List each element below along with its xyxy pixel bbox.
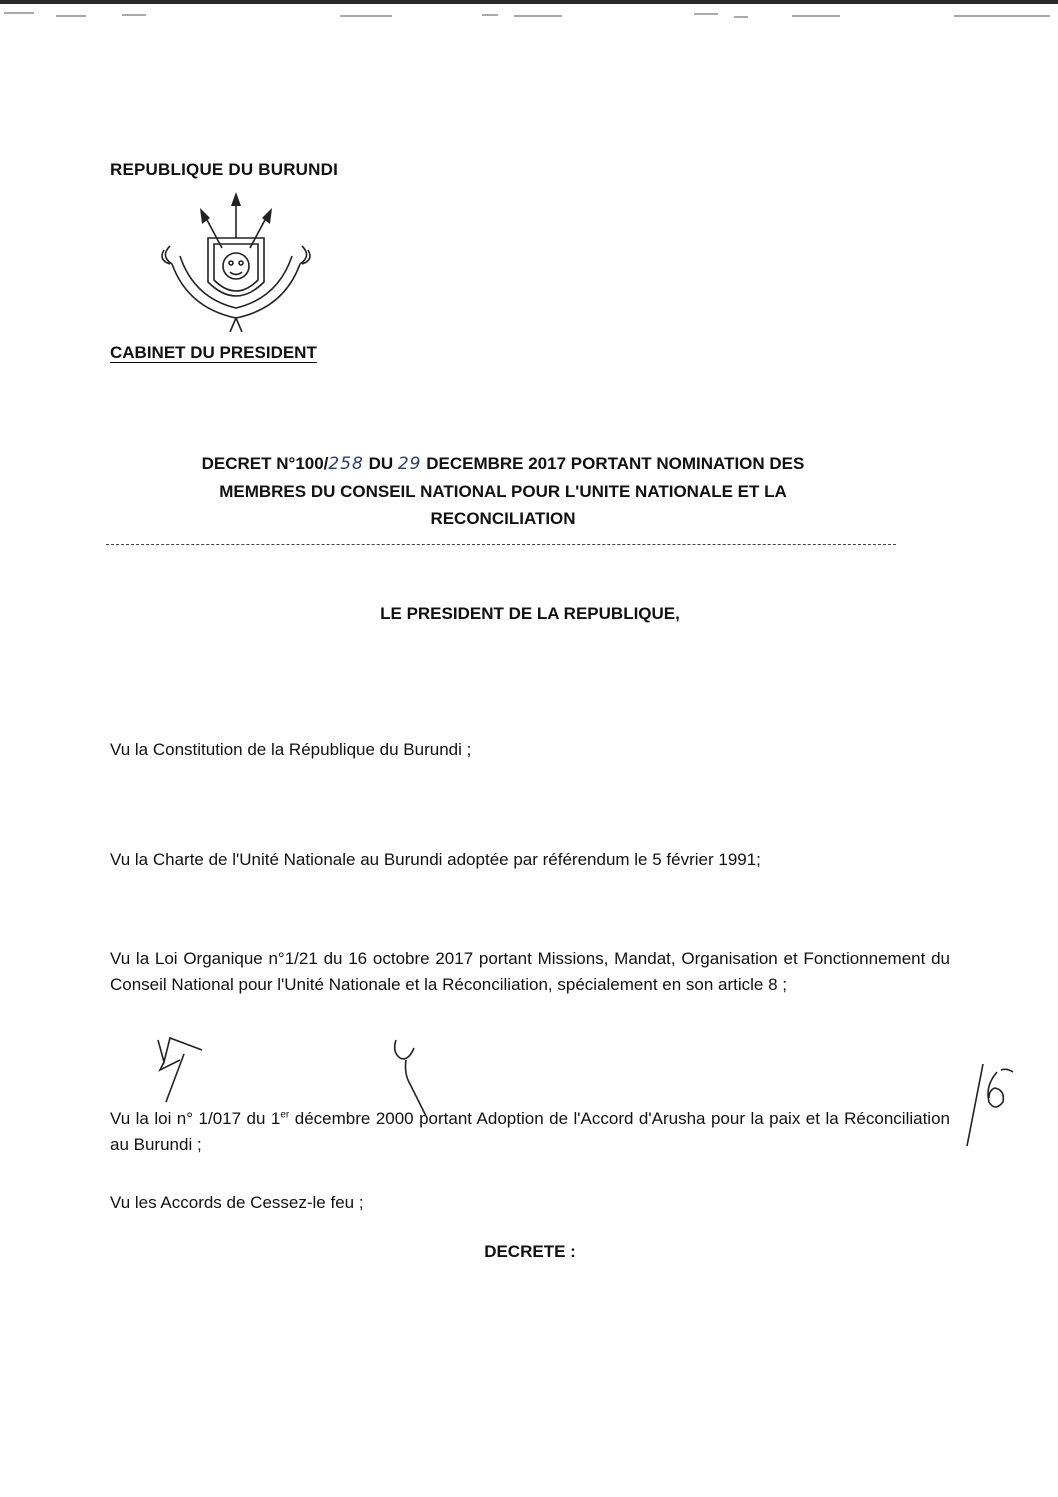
handwritten-page-number (945, 1050, 1025, 1150)
burundi-coat-of-arms (150, 190, 320, 338)
decree-title (110, 450, 896, 532)
cabinet-title: CABINET DU PRESIDENT (110, 343, 317, 362)
handwritten-initial-n (150, 1030, 210, 1110)
decree-line2: MEMBRES DU CONSEIL NATIONAL POUR L'UNITE NATIONALE ET LA (219, 482, 787, 501)
title-divider (106, 544, 896, 545)
consideration-organic-law: Vu la Loi Organique n°1/21 du 16 octobre 2017 portant Missions, Mandat, Organisation et Fonctionnement du Conseil National pour l'Unité Nationale et la Réconciliation, spécialement en son article 8 ; (110, 949, 950, 994)
scan-artifacts (0, 6, 1058, 20)
consideration-charter: Vu la Charte de l'Unité Nationale au Burundi adoptée par référendum le 5 février 1991; (110, 850, 761, 869)
decrete-heading: DECRETE : (484, 1242, 576, 1261)
decree-number-handwritten: 258 (328, 454, 364, 474)
president-heading: LE PRESIDENT DE LA REPUBLIQUE, (380, 604, 680, 623)
handwritten-initial-y (386, 1030, 436, 1120)
decree-line1-rest: DECEMBRE 2017 PORTANT NOMINATION DES (421, 454, 805, 473)
consideration-arusha-law (110, 1106, 950, 1158)
consideration-ceasefire: Vu les Accords de Cessez-le feu ; (110, 1193, 364, 1212)
scan-border-top (0, 0, 1058, 4)
decree-day-handwritten: 29 (397, 454, 422, 474)
consideration-constitution: Vu la Constitution de la République du Burundi ; (110, 740, 472, 759)
decree-prefix: DECRET N°100/ (201, 454, 329, 473)
decree-du: DU (363, 454, 398, 473)
republic-title: REPUBLIQUE DU BURUNDI (110, 160, 339, 179)
arusha-law-start: Vu la loi n° 1/017 du 1 (110, 1109, 281, 1128)
decree-line3: RECONCILIATION (430, 509, 576, 528)
arusha-law-end: décembre 2000 portant Adoption de l'Accord d'Arusha pour la paix et la Réconciliation au Burundi ; (110, 1109, 950, 1154)
arusha-law-sup: er (280, 1109, 290, 1121)
